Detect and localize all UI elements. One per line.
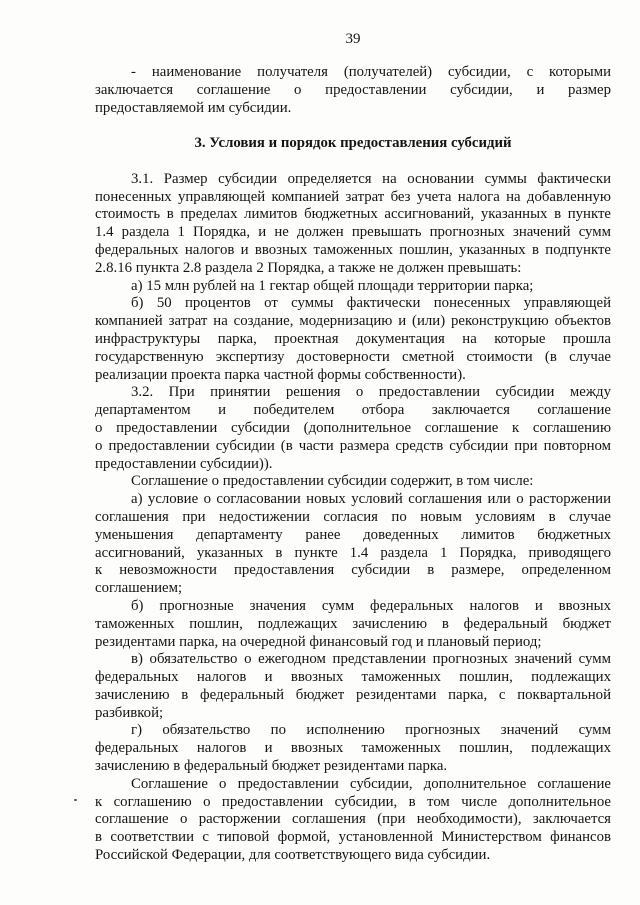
agreement-item-b [95,598,611,651]
clause-3-1-b [95,295,611,384]
text-line: к невозможности предоставления субсидии в размере, определенном [95,562,611,579]
text-line: о предоставлении субсидии (дополнительное соглашение к соглашению [95,419,611,436]
clause-3-1 [95,171,611,278]
text-line: федеральных налогов и ввозных таможенных пошлин, подлежащих [95,669,611,686]
text-line: федеральных налогов и ввозных таможенных пошлин, подлежащих [95,740,611,757]
blank-line [95,153,611,171]
document-body [95,64,611,865]
text-line: инфраструктуры парка, проектная документация на которые прошла [95,330,611,347]
text-line: 1.4 раздела 1 Порядка, и не должен превышать прогнозных значений сумм [95,224,611,241]
text-line: 3.2. При принятии решения о предоставлении субсидии между [131,384,611,401]
section-heading: 3. Условия и порядок предоставления субсидий [194,135,512,152]
text-line: в соответствии с типовой формой, установленной Министерством финансов [95,829,611,846]
recipient-name-item [95,64,611,117]
text-line: в) обязательство о ежегодном представлении прогнозных значений сумм [131,651,611,668]
text-line: компанией затрат на создание, модернизацию и (или) реконструкцию объектов [95,313,611,330]
clause-3-1-a [95,278,611,296]
text-line: Соглашение о предоставлении субсидии содержит, в том числе: [131,473,534,490]
text-line: федеральных налогов и ввозных таможенных пошлин, указанных в подпункте [95,241,611,258]
text-line: Российской Федерации, для соответствующего вида субсидии. [95,847,491,864]
text-line: таможенных пошлин, подлежащих зачислению в федеральный бюджет [95,615,611,632]
text-line: г) обязательство по исполнению прогнозных значений сумм [131,722,611,739]
text-line: государственную экспертизу достоверности сметной стоимости (в случае [95,348,611,365]
text-line: департаментом и победителем отбора заключается соглашение [95,402,611,419]
text-line: разбивкой; [95,704,164,721]
text-line: предоставляемой им субсидии. [95,99,292,116]
text-line: б) прогнозные значения сумм федеральных налогов и ввозных [131,597,611,614]
text-line: резидентами парка, на очередной финансовый год и плановый период; [95,633,542,650]
text-line: а) условие о согласовании новых условий соглашения или о расторжении [131,491,611,508]
text-line: соглашением; [95,580,183,597]
agreement-contents-intro [95,473,611,491]
text-line: соглашение о расторжении соглашения (при необходимости), заключается [95,811,611,828]
text-line: зачислению в федеральный бюджет резидентами парка, с поквартальной [95,686,611,703]
text-line: о предоставлении субсидии (в части размера средств субсидии при повторном [95,437,611,454]
text-line: уменьшения департаменту ранее доведенных лимитов бюджетных [95,526,611,543]
text-line: понесенных управляющей компанией затрат без учета налога на добавленную [95,188,611,205]
text-line: 2.8.16 пункта 2.8 раздела 2 Порядка, а также не должен превышать: [95,259,522,276]
agreement-item-c [95,651,611,722]
text-line: к соглашению о предоставлении субсидии, в том числе дополнительное [95,793,611,810]
text-line: реализации проекта парка частной формы собственности). [95,366,466,383]
agreement-item-a [95,491,611,598]
blank-line [95,117,611,135]
agreement-item-d [95,722,611,775]
scan-artifact [74,799,77,801]
text-line: соглашения при недостижении согласия по новым условиям в случае [95,508,611,525]
text-line: ассигнований, указанных в пункте 1.4 раздела 1 Порядка, приводящего [95,544,611,561]
text-line: б) 50 процентов от суммы фактически понесенных управляющей [131,295,611,312]
agreement-form-clause [95,776,611,865]
text-line: зачислению в федеральный бюджет резидентами парка. [95,758,448,775]
clause-3-2 [95,384,611,473]
text-line: стоимость в пределах лимитов бюджетных ассигнований, указанных в пункте [95,206,611,223]
text-line: заключается соглашение о предоставлении субсидии, и размер [95,81,611,98]
text-line: а) 15 млн рублей на 1 гектар общей площади территории парка; [131,277,534,294]
text-line: - наименование получателя (получателей) субсидии, с которыми [131,64,611,80]
text-line: предоставлении субсидии)). [95,455,273,472]
text-line: Соглашение о предоставлении субсидии, дополнительное соглашение [131,775,611,792]
page-number: 39 [345,31,361,47]
text-line: 3.1. Размер субсидии определяется на основании суммы фактически [131,170,611,187]
